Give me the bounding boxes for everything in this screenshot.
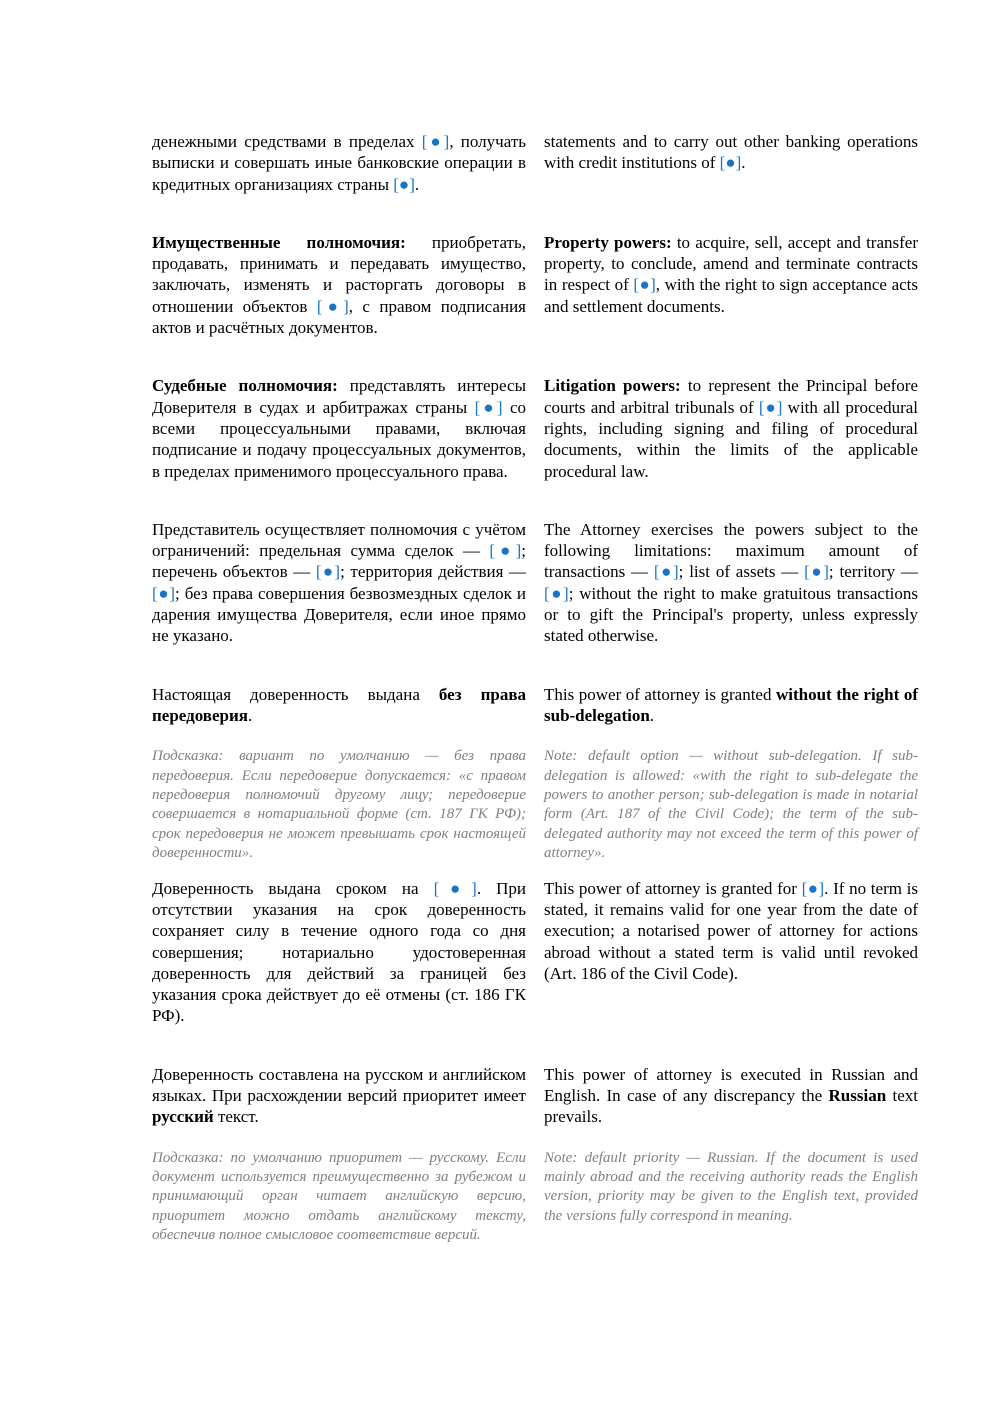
clause-english-text bbox=[544, 375, 918, 481]
text-segment: Подсказка: по умолчанию приоритет — русскому. Если документ используется преимущественно за рубежом и принимающий орган читает английскую версию, приоритет можно отдать английскому тексту, обеспечив полное смысловое соответствие версий. bbox=[152, 1149, 526, 1244]
placeholder-marker: [●] bbox=[316, 296, 349, 316]
text-segment: представлять интересы Доверителя в судах и арбитражах страны bbox=[152, 376, 526, 417]
placeholder-marker: [●] bbox=[393, 174, 415, 194]
clause-row bbox=[152, 519, 918, 647]
bold-text: without the right of sub-delegation bbox=[544, 684, 918, 725]
bold-text: Litigation powers: bbox=[544, 376, 681, 396]
bold-text: без права передоверия bbox=[152, 684, 526, 725]
clause-row bbox=[152, 1064, 918, 1128]
text-segment: . При отсутствии указания на срок доверенность сохраняет силу в течение одного года со дня совершения; нотариально удостоверенная доверенность для действий за границей без указания срока действует до её отмены (ст. 186 ГК РФ). bbox=[152, 878, 527, 1026]
text-segment: ; перечень объектов — bbox=[152, 541, 526, 582]
hint-english-text bbox=[544, 747, 918, 863]
text-segment: Доверенность составлена на русском и английском языках. При расхождении версий приоритет имеет bbox=[152, 1064, 526, 1106]
clause-english-text bbox=[544, 1064, 918, 1128]
text-segment: Note: default priority — Russian. If the document is used mainly abroad and the receiving authority reads the English version, priority may be given to the English text, provided the versions fully correspond in meaning. bbox=[544, 1149, 918, 1224]
clause-english-text bbox=[544, 878, 918, 1027]
hint-english-text bbox=[544, 1149, 918, 1246]
clause-row bbox=[152, 375, 918, 481]
text-segment: This power of attorney is granted bbox=[544, 684, 776, 704]
placeholder-marker: [●] bbox=[758, 397, 783, 417]
text-segment: . bbox=[649, 705, 655, 725]
clause-russian-text bbox=[152, 684, 526, 727]
text-segment: со всеми процессуальными правами, включая подписание и подачу процессуальных документов, в пределах применимого процессуального права. bbox=[152, 397, 527, 481]
text-segment: Настоящая доверенность выдана bbox=[152, 684, 439, 704]
clause-row bbox=[152, 131, 918, 195]
text-segment: This power of attorney is executed in Russian and English. In case of any discrepancy the bbox=[544, 1064, 918, 1106]
text-segment: денежными средствами в пределах bbox=[152, 132, 422, 151]
text-segment: ; territory — bbox=[828, 562, 919, 582]
text-segment: ; территория действия — bbox=[340, 562, 526, 582]
bold-text: Russian bbox=[828, 1086, 887, 1106]
placeholder-marker: [●] bbox=[489, 541, 522, 561]
hint-russian-text bbox=[152, 747, 526, 863]
text-segment: to acquire, sell, accept and transfer property, to conclude, amend and terminate contracts in respect of bbox=[544, 232, 918, 295]
hint-row bbox=[152, 747, 918, 863]
text-segment: текст. bbox=[213, 1107, 259, 1127]
placeholder-marker: [●] bbox=[719, 153, 742, 173]
text-segment: Доверенность выдана сроком на bbox=[152, 878, 434, 898]
text-segment: . bbox=[414, 174, 420, 194]
text-segment: приобретать, продавать, принимать и передавать имущество, заключать, изменять и расторгать договоры в отношении объектов bbox=[152, 232, 526, 316]
placeholder-marker: [●] bbox=[315, 562, 341, 582]
bold-text: русский bbox=[152, 1107, 214, 1127]
clause-russian-text bbox=[152, 375, 526, 481]
bold-text: Имущественные полномочия: bbox=[152, 232, 406, 252]
clause-english-text bbox=[544, 232, 918, 338]
placeholder-marker: [●] bbox=[474, 397, 503, 417]
text-segment: , with the right to sign acceptance acts and settlement documents. bbox=[544, 275, 918, 316]
clause-english-text bbox=[544, 684, 918, 727]
placeholder-marker: [●] bbox=[544, 583, 569, 603]
text-segment: ; без права совершения безвозмездных сделок и дарения имущества Доверителя, если иное прямо не указано. bbox=[152, 583, 526, 646]
text-segment: with all procedural rights, including signing and filing of procedural documents, within the limits of the applicable procedural law. bbox=[544, 397, 919, 481]
text-segment: Note: default option — without sub-delegation. If sub-delegation is allowed: «with the right to sub-delegate the powers to another person; sub-delegation is made in notarial form (Art. 187 of the Civil Code); the term of the sub-delegated authority may not exceed the term of this power of attorney». bbox=[544, 748, 918, 862]
text-segment: , получать выписки и совершать иные банковские операции в кредитных организациях страны bbox=[152, 132, 527, 194]
hint-russian-text bbox=[152, 1149, 526, 1246]
clause-russian-text bbox=[152, 131, 526, 195]
clause-russian-text bbox=[152, 232, 526, 338]
placeholder-marker: [●] bbox=[152, 583, 176, 603]
placeholder-marker: [●] bbox=[653, 562, 679, 582]
text-segment: This power of attorney is granted for bbox=[544, 878, 802, 898]
clause-row bbox=[152, 684, 918, 727]
text-segment: . bbox=[741, 153, 746, 173]
text-segment: Подсказка: вариант по умолчанию — без права передоверия. Если передоверие допускается: «с правом передоверия полномочий другому лицу; передоверие совершается в нотариальной форме (ст. 187 ГК РФ); срок передоверия не может превышать срок настоящей доверенности». bbox=[152, 748, 526, 862]
document-page bbox=[152, 131, 918, 1260]
placeholder-marker: [●] bbox=[421, 132, 450, 151]
placeholder-marker: [●] bbox=[433, 878, 477, 898]
clause-russian-text bbox=[152, 1064, 526, 1128]
bold-text: Property powers: bbox=[544, 232, 672, 252]
clause-russian-text bbox=[152, 519, 526, 647]
text-segment: . bbox=[247, 705, 253, 725]
text-segment: ; list of assets — bbox=[678, 562, 805, 582]
clause-row bbox=[152, 878, 918, 1027]
placeholder-marker: [●] bbox=[801, 878, 825, 898]
text-segment: . If no term is stated, it remains valid for one year from the date of execution; a notarised power of attorney for actions abroad without a stated term is valid until revoked (Art. 186 of the Civil Code). bbox=[544, 878, 918, 983]
hint-row bbox=[152, 1149, 918, 1246]
clause-english-text bbox=[544, 131, 918, 195]
text-segment: to represent the Principal before courts and arbitral tribunals of bbox=[544, 376, 918, 417]
text-segment: text prevails. bbox=[544, 1086, 918, 1127]
text-segment: , с правом подписания актов и расчётных документов. bbox=[152, 296, 526, 338]
clause-english-text bbox=[544, 519, 918, 647]
clause-russian-text bbox=[152, 878, 526, 1027]
text-segment: ; without the right to make gratuitous transactions or to gift the Principal's property, unless expressly stated otherwise. bbox=[544, 583, 919, 646]
placeholder-marker: [●] bbox=[804, 562, 829, 582]
text-segment: The Attorney exercises the powers subject to the following limitations: maximum amount of transactions — bbox=[544, 519, 918, 582]
placeholder-marker: [●] bbox=[633, 275, 656, 295]
clause-row bbox=[152, 232, 918, 338]
text-segment: statements and to carry out other banking operations with credit institutions of bbox=[544, 132, 918, 173]
bold-text: Судебные полномочия: bbox=[152, 376, 338, 396]
text-segment: Представитель осуществляет полномочия с учётом ограничений: предельная сумма сделок — bbox=[152, 519, 526, 561]
